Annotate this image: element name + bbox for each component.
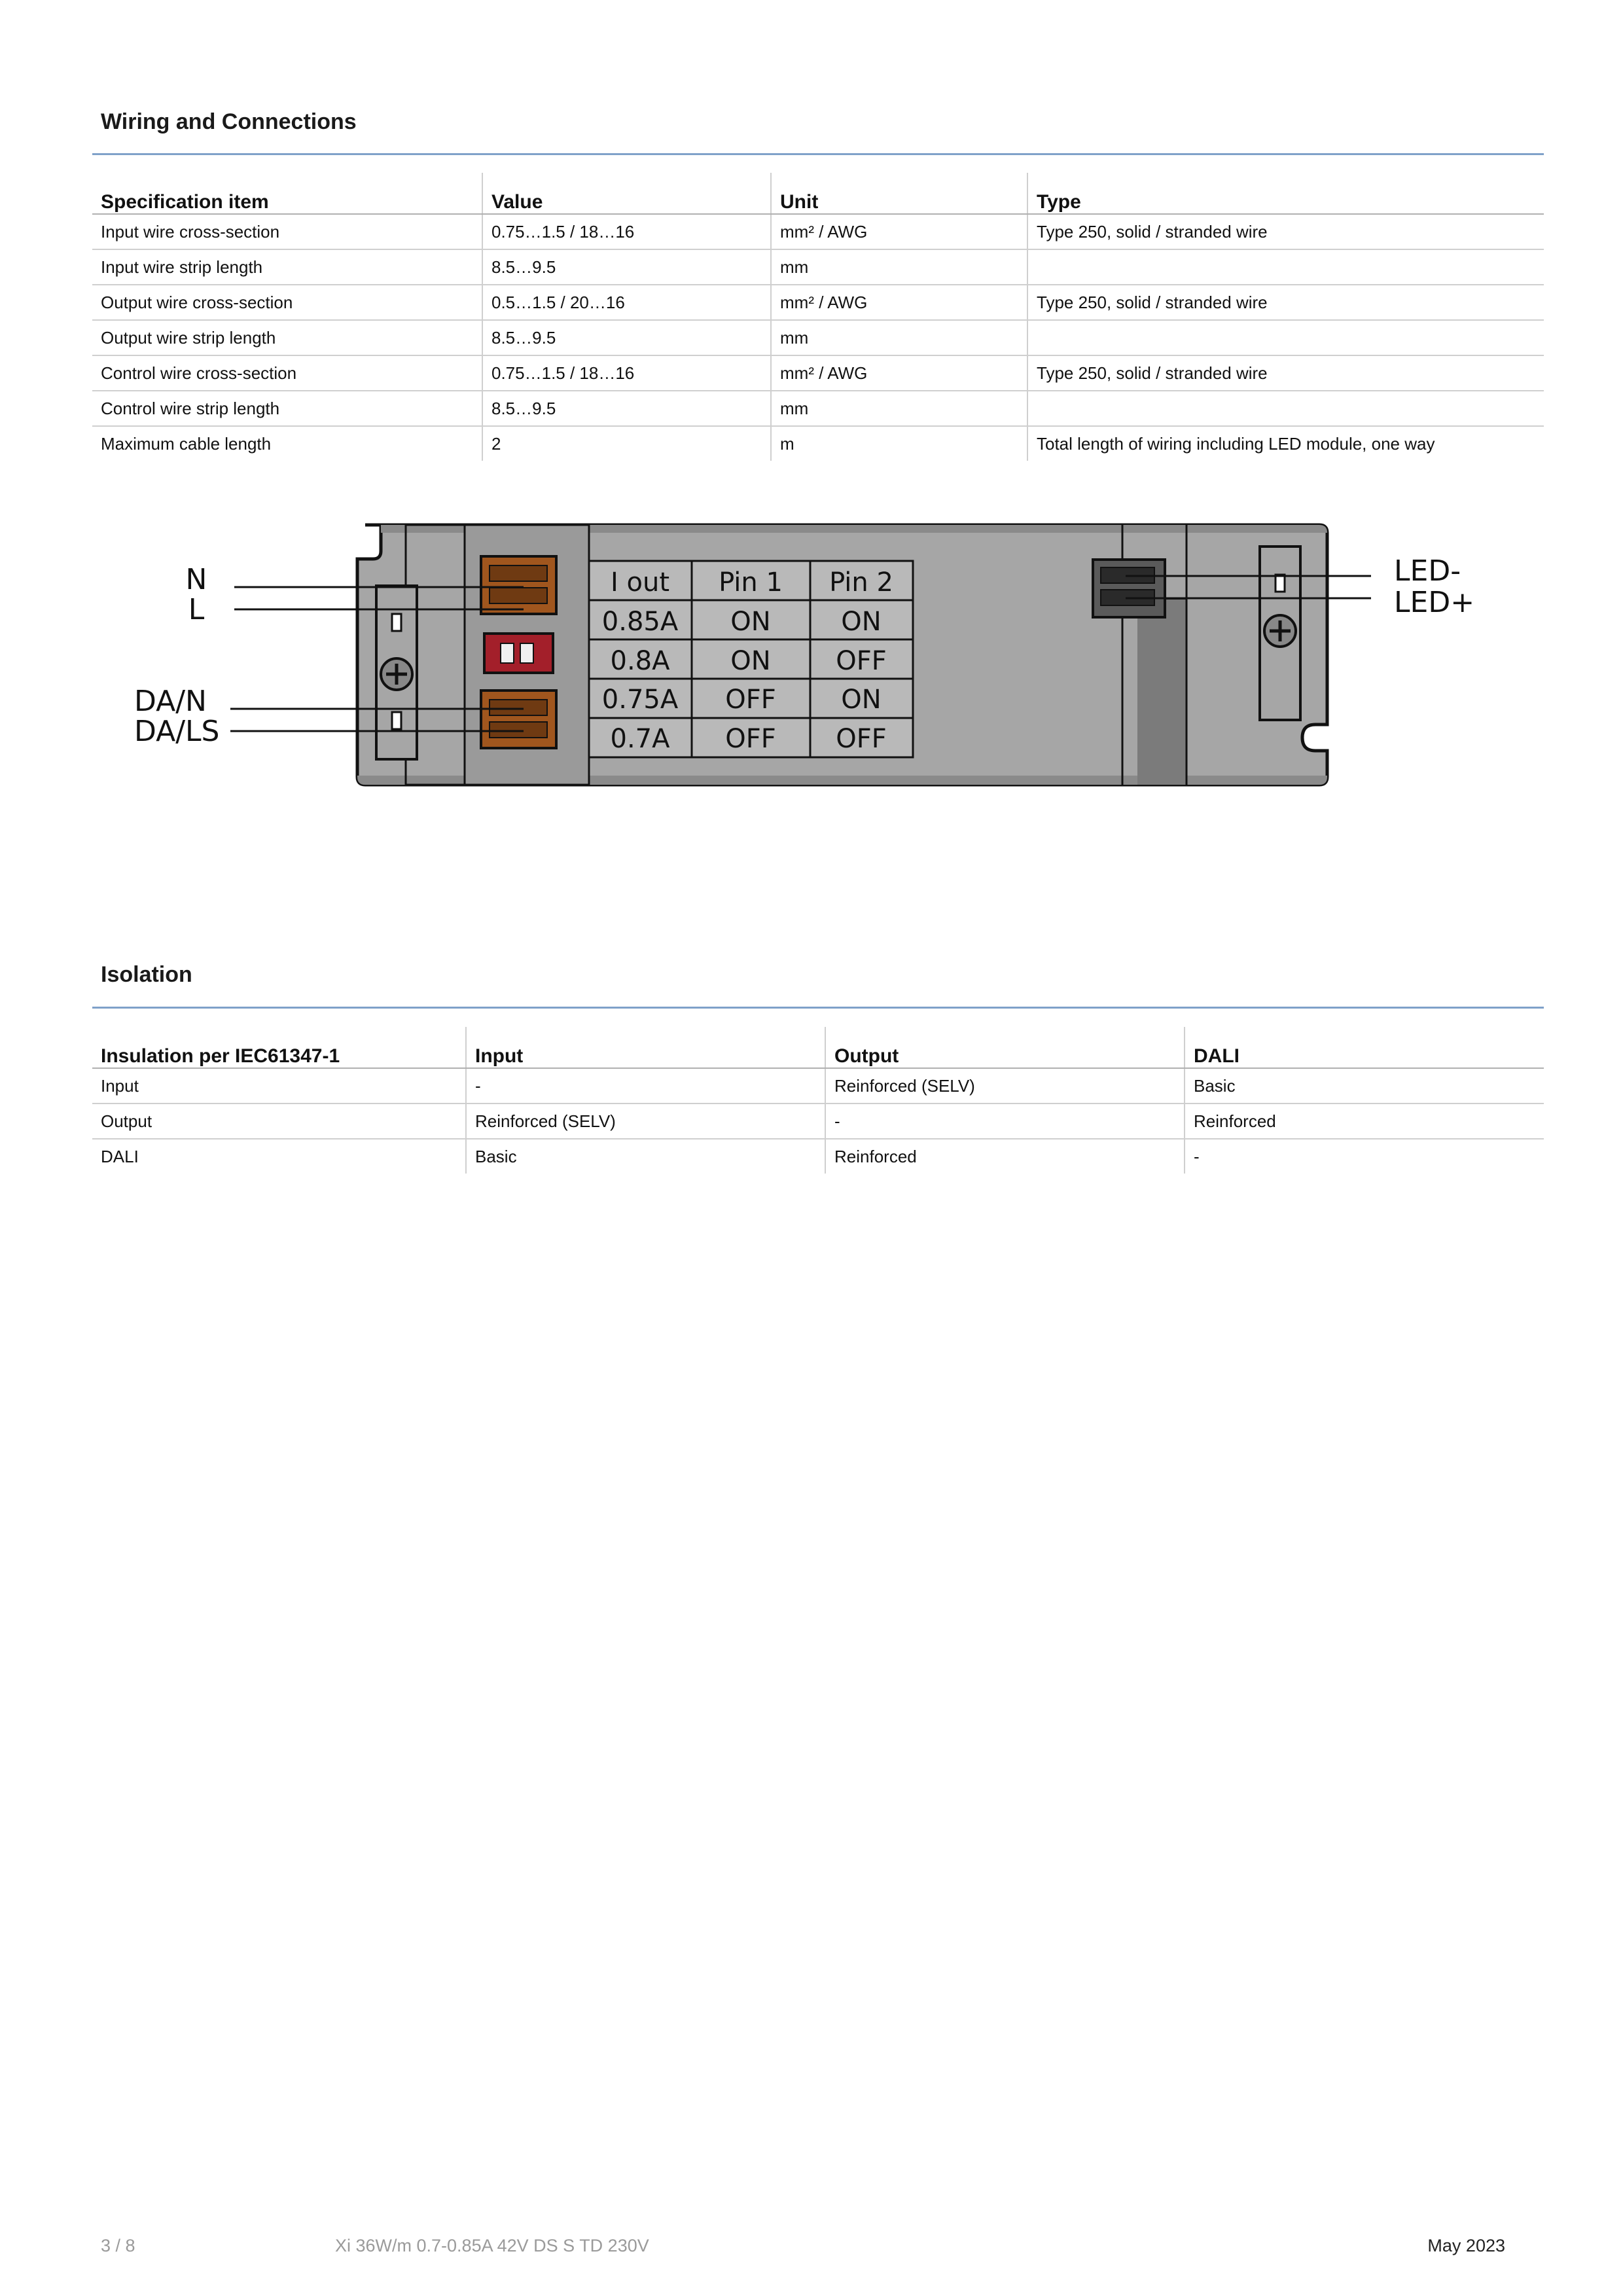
wiring-diagram <box>124 511 1505 792</box>
cell-type: Type 250, solid / stranded wire <box>1027 285 1544 320</box>
footer-product-name: Xi 36W/m 0.7-0.85A 42V DS S TD 230V <box>335 2236 649 2255</box>
header-dali: DALI <box>1185 1027 1544 1068</box>
cell-row-label: DALI <box>101 1146 139 1166</box>
label-led-plus: LED+ <box>1394 586 1475 619</box>
cell-type: Type 250, solid / stranded wire <box>1027 214 1544 249</box>
dip-header-iout: I out <box>610 567 670 598</box>
label-l: L <box>188 593 205 626</box>
cell-output: Reinforced <box>825 1139 1185 1174</box>
footer-date: May 2023 <box>1427 2236 1505 2255</box>
cell-value: 2 <box>482 426 771 461</box>
cell-value: 0.75…1.5 / 18…16 <box>482 355 771 391</box>
clip-slot <box>1275 575 1285 592</box>
table-row <box>92 249 1544 285</box>
wiring-section-rule <box>92 153 1544 155</box>
dip-cell-pin1: OFF <box>725 724 776 754</box>
cell-output: - <box>825 1103 1185 1139</box>
cell-row-label: Input <box>92 1068 466 1103</box>
cell-unit: mm <box>771 320 1027 355</box>
dip-setting-table <box>589 561 913 757</box>
cell-type: Type 250, solid / stranded wire <box>1027 355 1544 391</box>
screw-icon <box>381 658 412 690</box>
cell-value: 0.75…1.5 / 18…16 <box>482 214 771 249</box>
isolation-table <box>92 1027 1544 1174</box>
label-led-minus: LED- <box>1394 554 1461 588</box>
cell-type <box>1027 320 1544 355</box>
cell-dali: - <box>1185 1139 1544 1174</box>
cell-input: Basic <box>466 1139 825 1174</box>
dali-terminal <box>481 691 556 748</box>
label-da-ls: DA/LS <box>134 715 220 748</box>
table-row <box>92 1103 1544 1139</box>
dip-cell-pin1: ON <box>730 607 771 637</box>
clip-slot <box>392 712 401 729</box>
cell-dali: Basic <box>1185 1068 1544 1103</box>
cell-output: Reinforced (SELV) <box>825 1068 1185 1103</box>
header-insulation: Insulation per IEC61347-1 <box>92 1027 466 1068</box>
cell-unit: mm² / AWG <box>771 285 1027 320</box>
dip-cell-current: 0.8A <box>610 646 670 676</box>
label-da-n: DA/N <box>134 685 207 718</box>
isolation-section-rule <box>92 1007 1544 1009</box>
input-terminal <box>481 556 556 614</box>
cell-type <box>1027 391 1544 426</box>
cell-unit: mm² / AWG <box>771 214 1027 249</box>
dip-switch <box>484 634 553 673</box>
dip-header-pin2: Pin 2 <box>829 567 893 598</box>
header-value: Value <box>482 173 771 214</box>
cell-spec-item: Maximum cable length <box>101 433 272 454</box>
cell-unit: mm <box>771 391 1027 426</box>
header-type: Type <box>1027 173 1544 214</box>
cell-spec-item: Output wire cross-section <box>92 285 482 320</box>
cell-value: 8.5…9.5 <box>482 320 771 355</box>
table-row <box>92 1068 1544 1103</box>
cell-type <box>1027 249 1544 285</box>
table-row <box>92 214 1544 249</box>
dip-cell-pin2: OFF <box>836 724 887 754</box>
table-row <box>92 1139 1544 1174</box>
clip-slot <box>392 614 401 631</box>
wiring-table-header <box>92 173 1544 214</box>
cell-input: Reinforced (SELV) <box>466 1103 825 1139</box>
dip-cell-pin1: OFF <box>725 685 776 715</box>
output-shade <box>1137 599 1186 785</box>
footer-page-number: 3 / 8 <box>101 2236 135 2255</box>
cell-value: 8.5…9.5 <box>482 391 771 426</box>
table-row <box>92 355 1544 391</box>
cell-spec-item: Output wire strip length <box>92 320 482 355</box>
wiring-section-title: Wiring and Connections <box>101 109 357 134</box>
label-n: N <box>185 563 207 596</box>
cell-type: Total length of wiring including LED module, one way <box>1027 426 1544 461</box>
cell-dali: Reinforced <box>1185 1103 1544 1139</box>
dip-cell-pin1: ON <box>730 646 771 676</box>
cell-spec-item: Input wire cross-section <box>92 214 482 249</box>
header-unit: Unit <box>771 173 1027 214</box>
isolation-table-header <box>92 1027 1544 1068</box>
output-terminal <box>1093 560 1165 617</box>
table-row <box>92 426 1544 461</box>
cell-value: 8.5…9.5 <box>482 249 771 285</box>
cell-value: 0.5…1.5 / 20…16 <box>482 285 771 320</box>
screw-icon <box>1264 615 1296 647</box>
dip-cell-current: 0.75A <box>601 685 679 715</box>
cell-unit: m <box>771 426 1027 461</box>
dip-cell-pin2: OFF <box>836 646 887 676</box>
table-row <box>92 391 1544 426</box>
cell-input: - <box>466 1068 825 1103</box>
header-specification-item: Specification item <box>92 173 482 214</box>
dip-cell-current: 0.85A <box>601 607 679 637</box>
cell-unit: mm² / AWG <box>771 355 1027 391</box>
dip-cell-pin2: ON <box>841 685 882 715</box>
isolation-section-title: Isolation <box>101 962 192 987</box>
header-output: Output <box>825 1027 1185 1068</box>
table-row <box>92 320 1544 355</box>
cell-row-label: Output <box>92 1103 466 1139</box>
dip-cell-pin2: ON <box>841 607 882 637</box>
wiring-table <box>92 173 1544 461</box>
cell-spec-item: Control wire strip length <box>92 391 482 426</box>
dip-cell-current: 0.7A <box>610 724 670 754</box>
table-row <box>92 285 1544 320</box>
dip-header-pin1: Pin 1 <box>719 567 783 598</box>
header-input: Input <box>466 1027 825 1068</box>
cell-spec-item: Control wire cross-section <box>92 355 482 391</box>
cell-unit: mm <box>771 249 1027 285</box>
cell-spec-item: Input wire strip length <box>92 249 482 285</box>
